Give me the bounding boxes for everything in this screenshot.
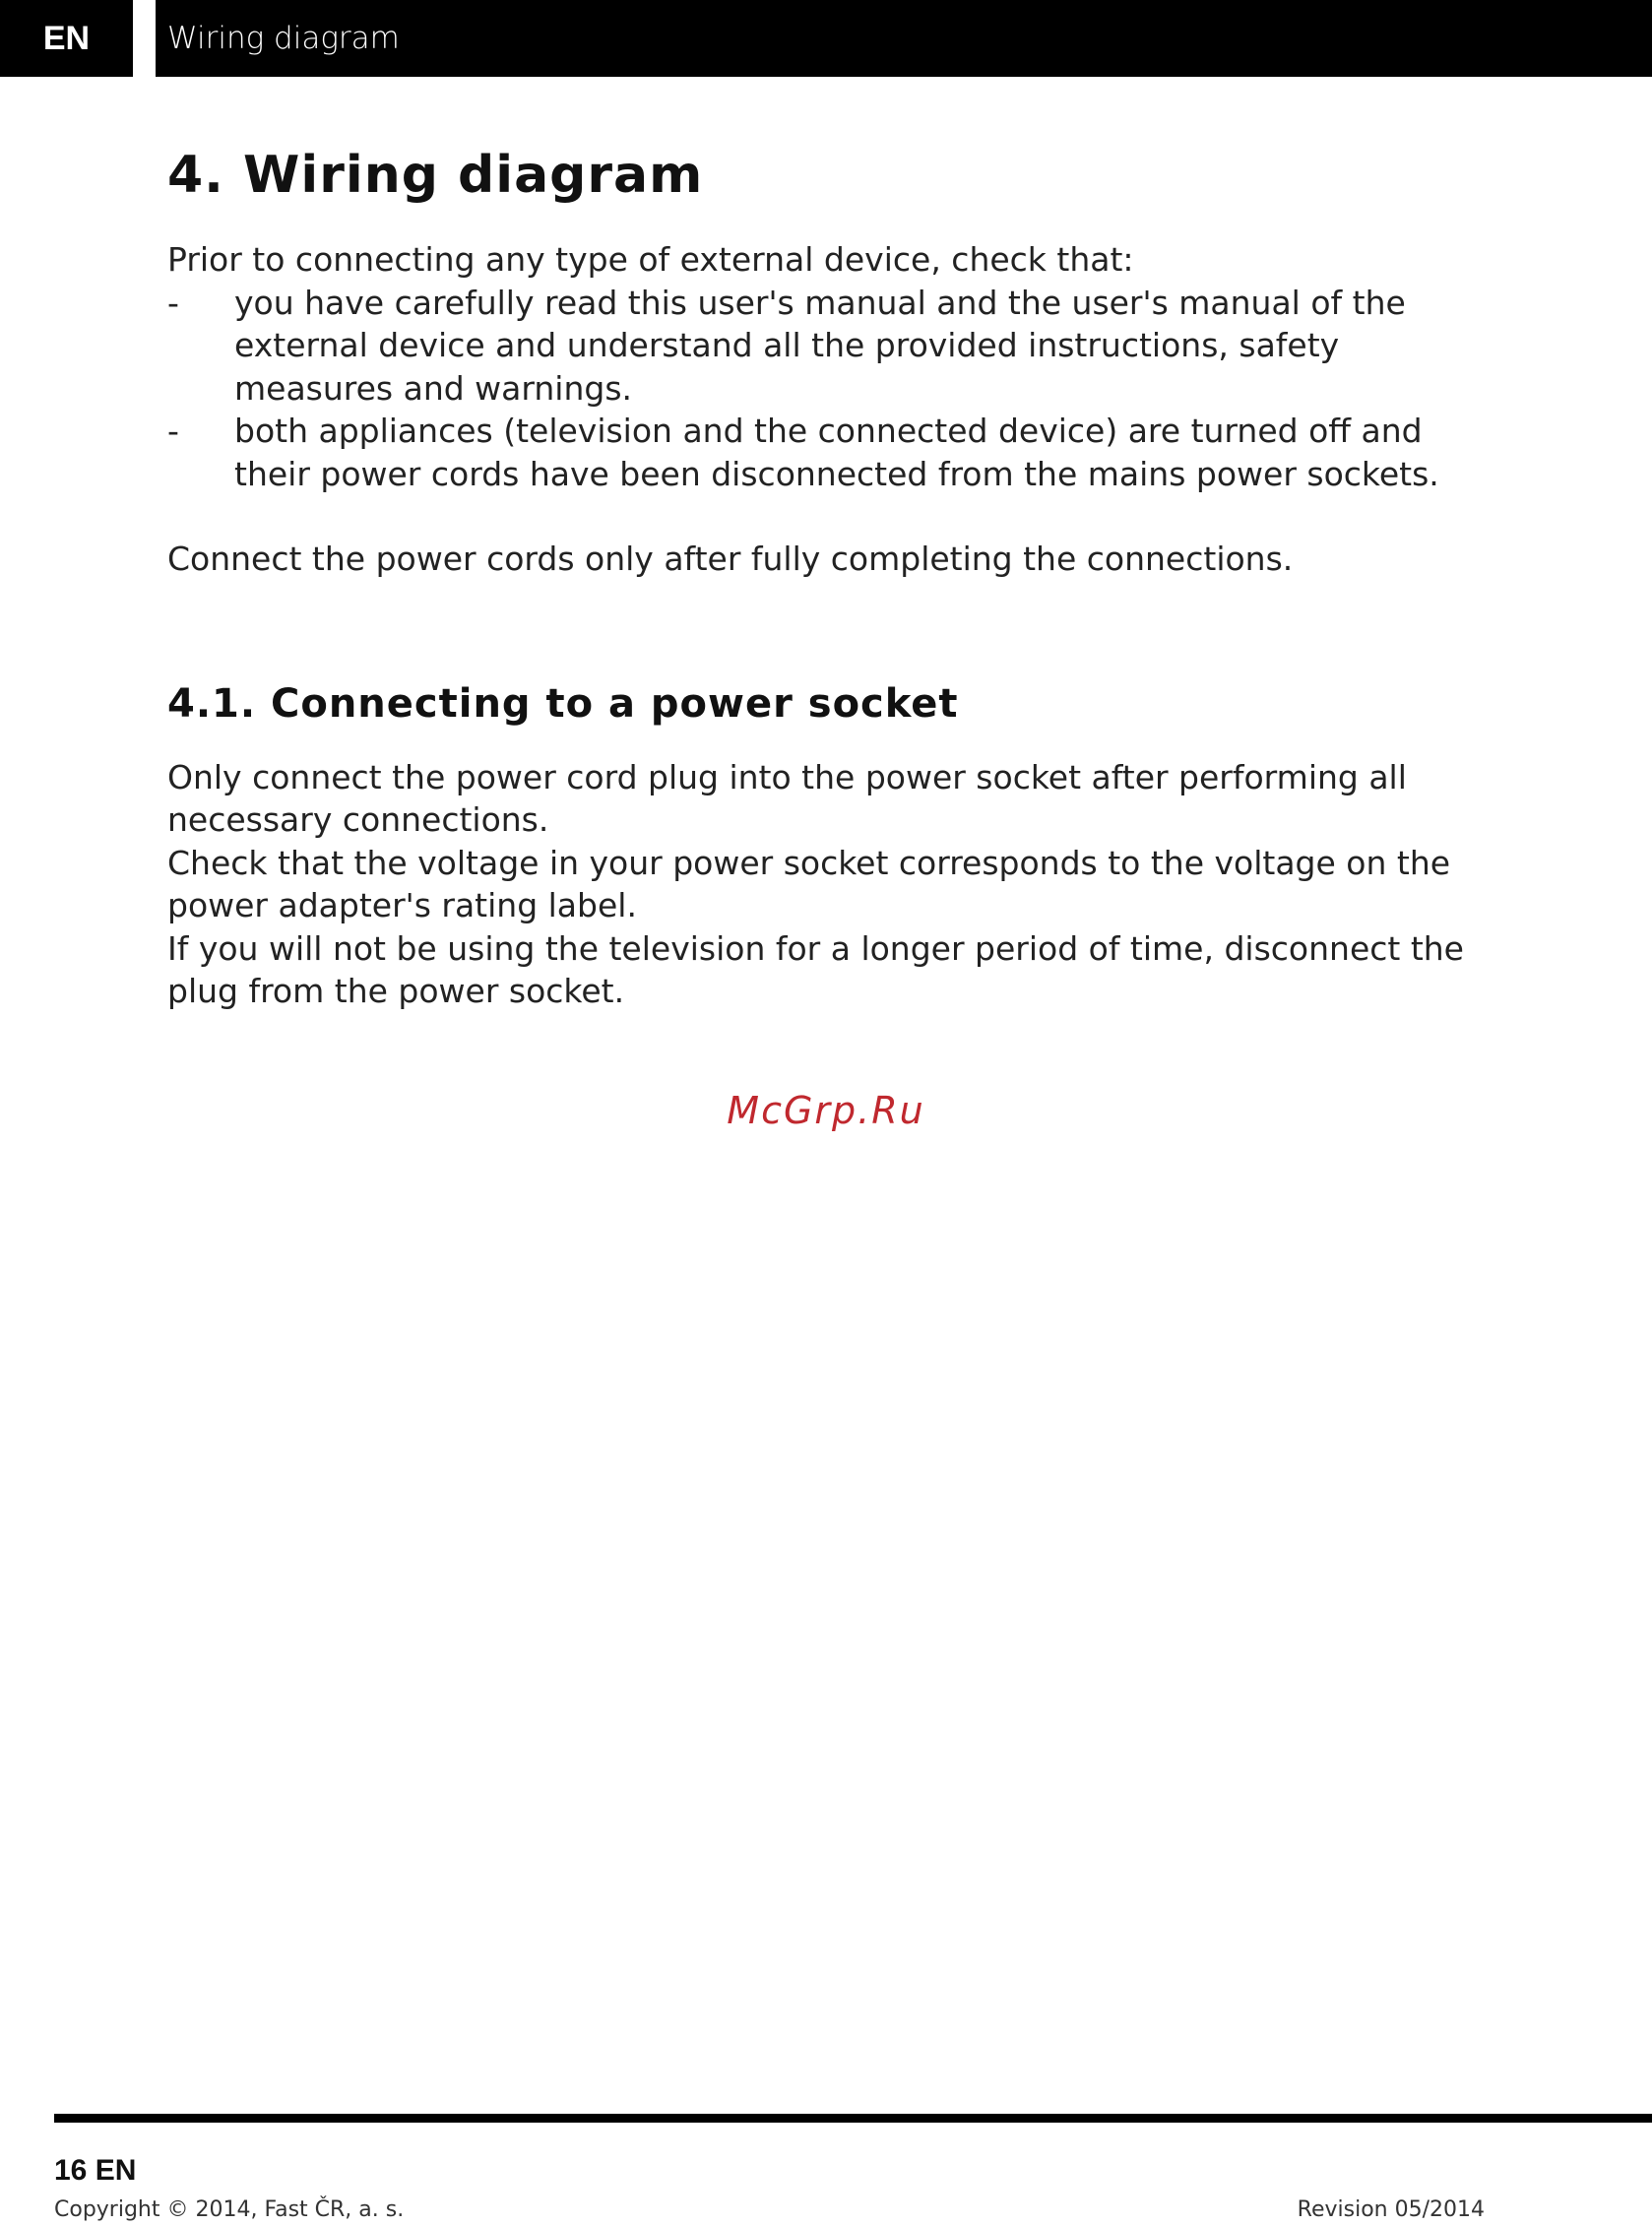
paragraph-line: Check that the voltage in your power socket corresponds to the voltage on the power adapter's rating label. <box>167 843 1451 924</box>
page-number: 16 EN <box>54 2154 137 2187</box>
bullet-dash: - <box>167 283 179 322</box>
paragraph-line: Only connect the power cord plug into the power socket after performing all necessary connections. <box>167 757 1407 839</box>
page-header <box>0 0 1652 77</box>
footer-divider <box>54 2114 1652 2123</box>
precaution-list <box>167 282 1487 496</box>
section-heading: 4. Wiring diagram <box>167 146 704 205</box>
page-content <box>167 146 1487 1013</box>
connect-note: Connect the power cords only after fully completing the connections. <box>167 540 1294 578</box>
watermark-link[interactable]: McGrp.Ru <box>727 1089 925 1132</box>
revision-text: Revision 05/2014 <box>1297 2197 1485 2222</box>
list-item <box>167 410 1487 495</box>
header-section-title: Wiring diagram <box>156 0 1652 77</box>
intro-text: Prior to connecting any type of external device, check that: <box>167 240 1134 279</box>
list-item <box>167 282 1487 411</box>
subsection-heading: 4.1. Connecting to a power socket <box>167 680 959 727</box>
list-item-text: you have carefully read this user's manual and the user's manual of the external device and understand all the provided instructions, safety measures and warnings. <box>234 283 1406 408</box>
list-item-text: both appliances (television and the connected device) are turned off and their power cords have been disconnected from the mains power sockets. <box>234 412 1439 493</box>
bullet-dash: - <box>167 412 179 450</box>
paragraph-line: If you will not be using the television for a longer period of time, disconnect the plug from the power socket. <box>167 928 1464 1010</box>
language-tab: EN <box>0 0 133 77</box>
subsection-body <box>167 756 1487 1013</box>
copyright-text: Copyright © 2014, Fast ČR, a. s. <box>54 2197 405 2222</box>
